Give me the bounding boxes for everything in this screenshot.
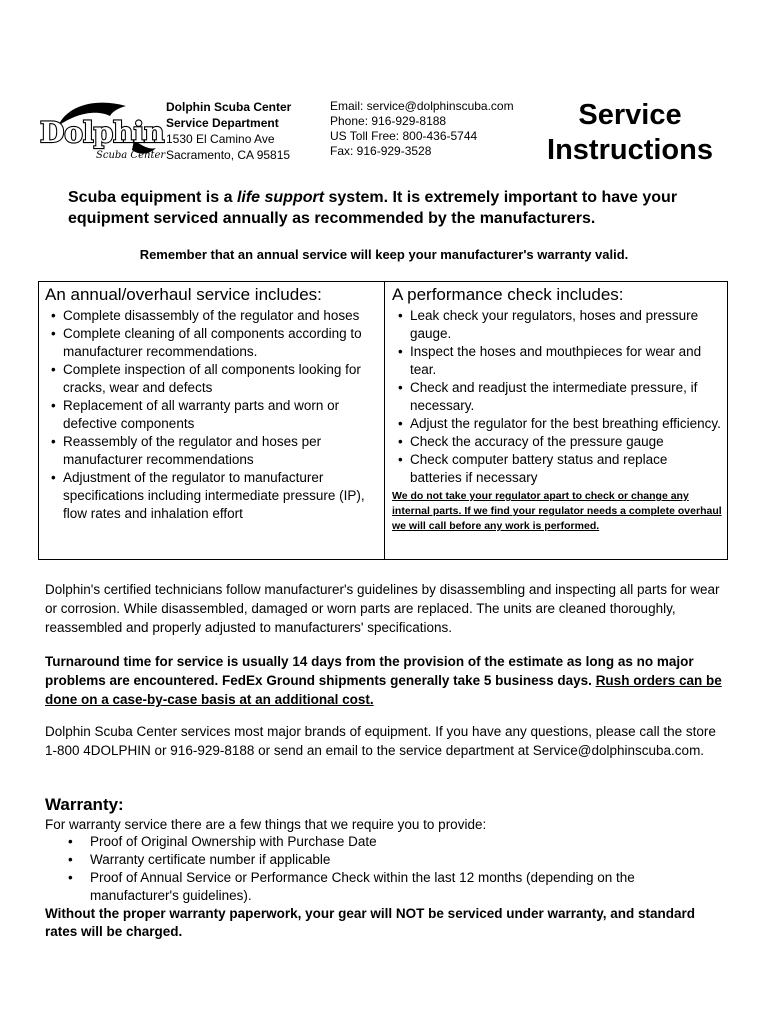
title-line-2: Instructions bbox=[547, 134, 713, 166]
brands-paragraph: Dolphin Scuba Center services most major brands of equipment. If you have any questions, please call the store 1-800 4DOLPHIN or 916-929-8188 or send an email to the service department at Service@dolphinscuba.com. bbox=[45, 724, 716, 758]
technicians-paragraph: Dolphin's certified technicians follow manufacturer's guidelines by disassembling and inspecting all parts for wear or corrosion. While disassembled, damaged or worn parts are replaced. The units are cleaned thoroughly, reassembled and properly adjusted to manufacturers' specifications. bbox=[45, 582, 720, 635]
list-item: • Leak check your regulators, hoses and pressure gauge. bbox=[392, 307, 722, 343]
company-name: Dolphin Scuba Center bbox=[166, 100, 292, 114]
list-item: • Complete disassembly of the regulator and hoses bbox=[45, 307, 381, 325]
warranty-requirements-list bbox=[45, 833, 725, 905]
performance-check-column bbox=[392, 284, 722, 534]
list-item: • Proof of Original Ownership with Purchase Date bbox=[45, 833, 725, 851]
annual-service-list bbox=[45, 307, 381, 523]
department-name: Service Department bbox=[166, 116, 279, 130]
list-item: • Replacement of all warranty parts and worn or defective components bbox=[45, 397, 381, 433]
phone-line: Phone: 916-929-8188 bbox=[330, 114, 447, 128]
list-item: • Proof of Annual Service or Performance Check within the last 12 months (depending on the manufacturer's guidelines). bbox=[45, 869, 725, 905]
column-divider bbox=[384, 282, 385, 559]
annual-service-heading: An annual/overhaul service includes: bbox=[45, 285, 322, 304]
warranty-intro: For warranty service there are a few things that we require you to provide: bbox=[45, 817, 487, 832]
list-item: • Complete cleaning of all components according to manufacturer recommendations. bbox=[45, 325, 381, 361]
turnaround-text: Turnaround time for service is usually 14 days from the provision of the estimate as long as no major problems are encountered. FedEx Ground shipments generally take 5 business days. bbox=[45, 654, 694, 688]
warranty-reminder: Remember that an annual service will keep your manufacturer's warranty valid. bbox=[139, 247, 629, 262]
page-title bbox=[540, 98, 720, 168]
list-item: • Adjustment of the regulator to manufacturer specifications including intermediate pressure (IP), flow rates and inhalation effort bbox=[45, 469, 381, 523]
tollfree-line: US Toll Free: 800-436-5744 bbox=[330, 129, 478, 143]
rush-orders-text: Rush orders can be done on a case-by-case basis at an additional cost. bbox=[45, 673, 722, 707]
list-item: • Check computer battery status and replace batteries if necessary bbox=[392, 451, 722, 487]
service-comparison-box bbox=[38, 281, 728, 560]
list-item: • Warranty certificate number if applicable bbox=[45, 851, 725, 869]
list-item: • Complete inspection of all components looking for cracks, wear and defects bbox=[45, 361, 381, 397]
email-line: Email: service@dolphinscuba.com bbox=[330, 99, 514, 113]
contact-block bbox=[330, 99, 514, 159]
list-item: • Check and readjust the intermediate pressure, if necessary. bbox=[392, 379, 722, 415]
performance-check-heading: A performance check includes: bbox=[392, 285, 624, 304]
warranty-disclaimer: Without the proper warranty paperwork, your gear will NOT be serviced under warranty, and standard rates will be charged. bbox=[45, 906, 696, 939]
fax-line: Fax: 916-929-3528 bbox=[330, 144, 432, 158]
svg-text:Dolphin: Dolphin bbox=[40, 116, 165, 149]
address-block bbox=[166, 99, 291, 163]
lead-part-1: Scuba equipment is a bbox=[68, 189, 237, 206]
list-item: • Adjust the regulator for the best breathing efficiency. bbox=[392, 415, 722, 433]
street-address: 1530 El Camino Ave bbox=[166, 132, 275, 146]
title-line-1: Service bbox=[578, 99, 682, 131]
performance-check-list bbox=[392, 307, 722, 487]
lead-statement bbox=[68, 187, 728, 229]
annual-service-column bbox=[45, 284, 381, 523]
list-item: • Check the accuracy of the pressure gauge bbox=[392, 433, 722, 451]
warranty-heading: Warranty: bbox=[45, 795, 124, 814]
list-item: • Inspect the hoses and mouthpieces for wear and tear. bbox=[392, 343, 722, 379]
lead-italic: life support bbox=[236, 189, 325, 206]
list-item: • Reassembly of the regulator and hoses per manufacturer recommendations bbox=[45, 433, 381, 469]
dolphin-logo bbox=[38, 96, 166, 166]
svg-text:Scuba Center: Scuba Center bbox=[96, 150, 166, 161]
dolphin-logo-icon bbox=[38, 96, 166, 166]
city-address: Sacramento, CA 95815 bbox=[166, 148, 291, 162]
lead-part-2: system. It is extremely important to have your equipment serviced annually as recommended by the manufacturers. bbox=[68, 189, 678, 227]
performance-check-note: We do not take your regulator apart to check or change any internal parts. If we find your regulator needs a complete overhaul we will call before any work is performed. bbox=[392, 490, 722, 532]
turnaround-paragraph bbox=[45, 652, 725, 709]
